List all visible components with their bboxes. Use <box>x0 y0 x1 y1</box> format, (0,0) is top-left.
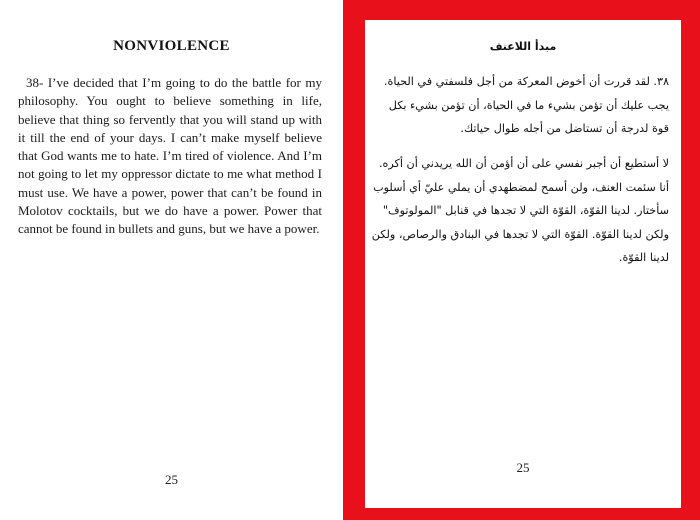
right-page-red-border <box>343 0 700 520</box>
page-number-left: 25 <box>165 472 178 487</box>
right-page <box>365 20 681 508</box>
left-page <box>0 0 343 520</box>
paragraph-arabic-2: لا أستطيع أن أجبر نفسي على أن أؤمن أن الله يريدني أن أكره. أنا سئمت العنف، ولن أسمح لمضطهدي أن يملي عليّ أي أسلوب سأختار. لدينا القوّة، القوّة التي لا تجدها في قنابل "المولوتوف" ولكن لدينا القوّة. القوّة التي لا تجدها في البنادق والرصاص، ولكن لدينا القوّة. <box>371 157 669 264</box>
paragraph-arabic-1: ٣٨. لقد قررت أن أخوض المعركة من أجل فلسفتي في الحياة. يجب عليك أن تؤمن بشيء ما في الحياة، أن تؤمن بشيء بكل قوة لدرجة أن تستاضل من أجله طوال حياتك. <box>383 75 669 135</box>
paragraph-english: 38- I’ve decided that I’m going to do the battle for my philosophy. You ought to believe something in life, believe that thing so fervently that you will stand up with it till the end of your days. I can’t make myself believe that God wants me to hate. I’m tired of violence. And I’m not going to let my oppressor dictate to me what method I must use. We have a power, power that can’t be found in Molotov cocktails, but we do have a power. Power that cannot be found in bullets and guns, but we have a power. <box>18 75 322 237</box>
page-number-right: 25 <box>516 460 530 475</box>
page-title-arabic: مبدأ اللاعنف <box>489 40 557 53</box>
page-title-english: NONVIOLENCE <box>113 38 230 54</box>
